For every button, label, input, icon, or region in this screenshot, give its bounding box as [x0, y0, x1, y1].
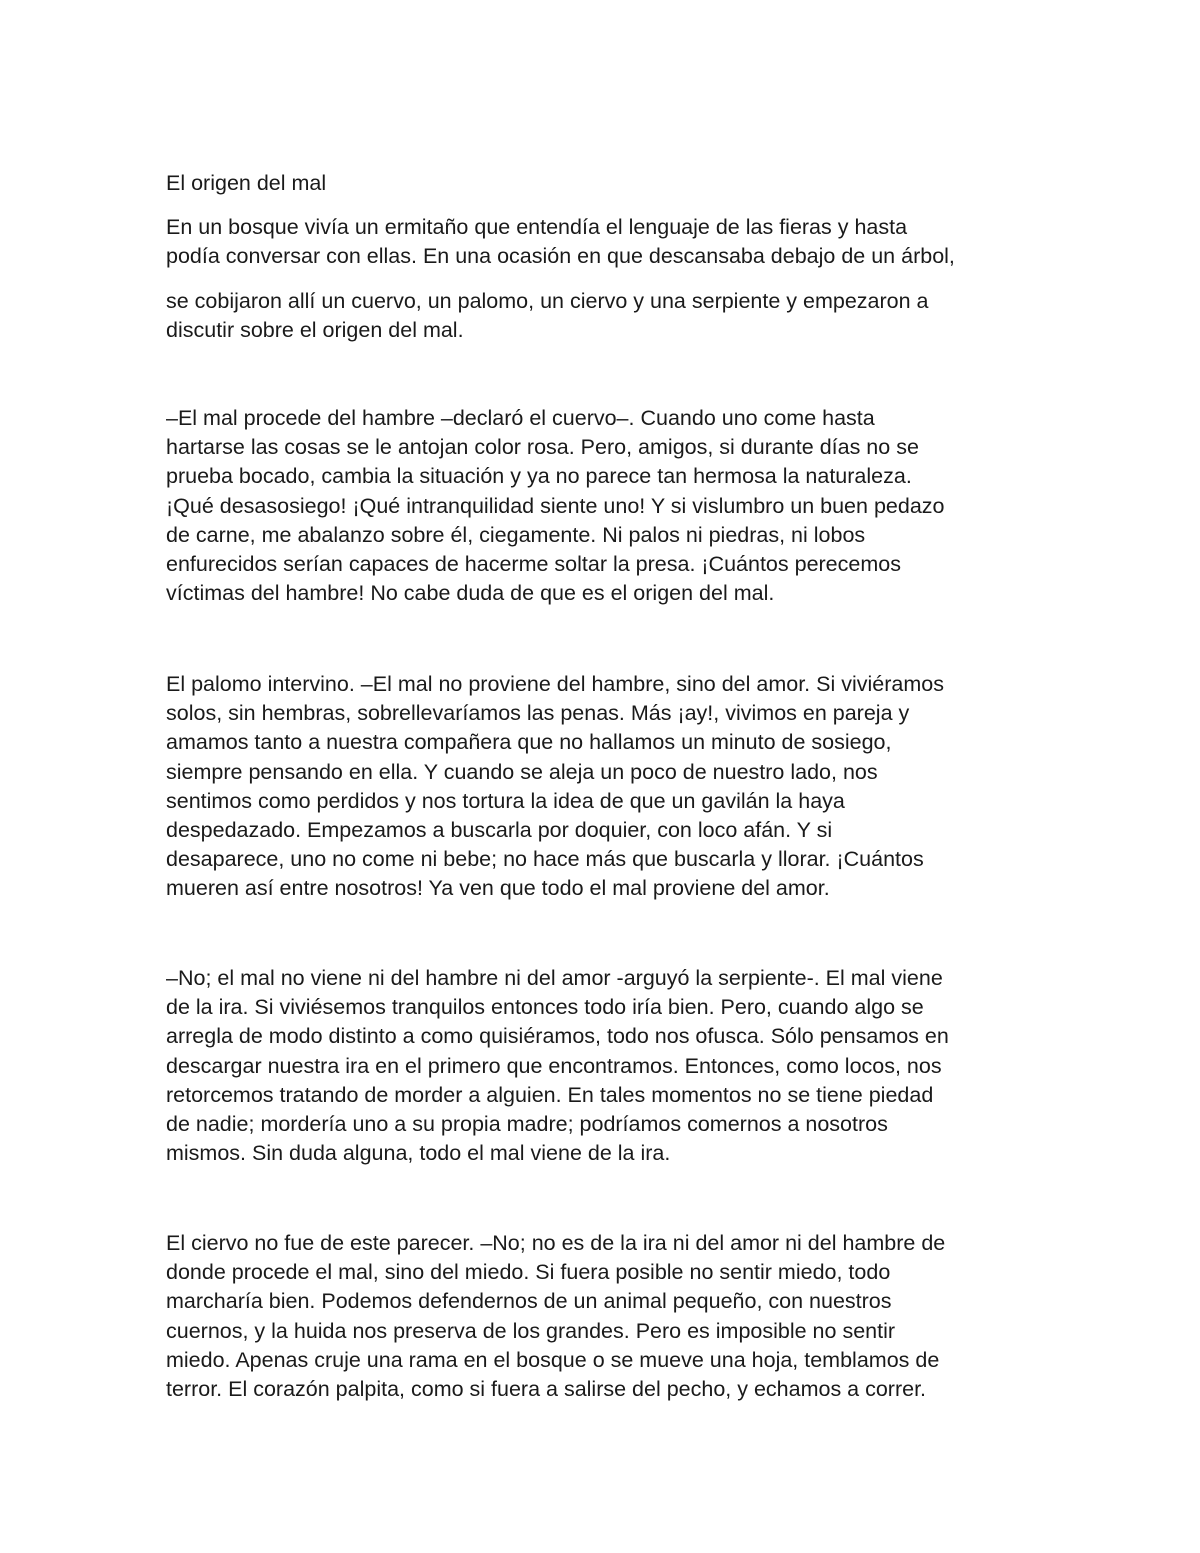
paragraph-line: marcharía bien. Podemos defendernos de un animal pequeño, con nuestros	[166, 1289, 892, 1314]
paragraph-line: siempre pensando en ella. Y cuando se aleja un poco de nuestro lado, nos	[166, 759, 878, 784]
paragraph-line: mismos. Sin duda alguna, todo el mal viene de la ira.	[166, 1141, 671, 1166]
paragraph-line: discutir sobre el origen del mal.	[166, 318, 464, 343]
paragraph-line: cuernos, y la huida nos preserva de los grandes. Pero es imposible no sentir	[166, 1318, 896, 1343]
paragraph-line: En un bosque vivía un ermitaño que entendía el lenguaje de las fieras y hasta	[166, 215, 908, 239]
paragraph-6	[166, 1229, 1046, 1404]
paragraph-2	[166, 287, 1046, 345]
paragraph-line: El ciervo no fue de este parecer. –No; no es de la ira ni del amor ni del hambre de	[166, 1231, 946, 1255]
paragraph-4	[166, 670, 1046, 904]
paragraph-line: arregla de modo distinto a como quisiéramos, todo nos ofusca. Sólo pensamos en	[166, 1024, 949, 1049]
paragraph-line: –El mal procede del hambre –declaró el cuervo–. Cuando uno come hasta	[166, 406, 875, 430]
paragraph-3	[166, 404, 1046, 608]
paragraph-line: sentimos como perdidos y nos tortura la idea de que un gavilán la haya	[166, 788, 845, 813]
paragraph-line: miedo. Apenas cruje una rama en el bosque o se mueve una hoja, temblamos de	[166, 1347, 940, 1372]
paragraph-5	[166, 964, 1046, 1168]
paragraph-line: de la ira. Si viviésemos tranquilos entonces todo iría bien. Pero, cuando algo se	[166, 995, 924, 1020]
paragraph-line: víctimas del hambre! No cabe duda de que es el origen del mal.	[166, 581, 775, 606]
paragraph-line: de carne, me abalanzo sobre él, ciegamente. Ni palos ni piedras, ni lobos	[166, 522, 866, 547]
paragraph-line: donde procede el mal, sino del miedo. Si fuera posible no sentir miedo, todo	[166, 1260, 891, 1285]
paragraph-line: enfurecidos serían capaces de hacerme soltar la presa. ¡Cuántos perecemos	[166, 552, 901, 577]
paragraph-line: mueren así entre nosotros! Ya ven que todo el mal proviene del amor.	[166, 876, 830, 901]
paragraph-line: descargar nuestra ira en el primero que encontramos. Entonces, como locos, nos	[166, 1053, 942, 1078]
document-title	[166, 169, 1046, 198]
paragraph-line: –No; el mal no viene ni del hambre ni del amor -arguyó la serpiente-. El mal viene	[166, 966, 943, 990]
paragraph-line: El palomo intervino. –El mal no proviene del hambre, sino del amor. Si viviéramos	[166, 672, 944, 696]
paragraph-line: ¡Qué desasosiego! ¡Qué intranquilidad siente uno! Y si vislumbro un buen pedazo	[166, 493, 945, 518]
paragraph-line: hartarse las cosas se le antojan color rosa. Pero, amigos, si durante días no se	[166, 435, 919, 460]
title-line: El origen del mal	[166, 171, 327, 195]
paragraph-line: se cobijaron allí un cuervo, un palomo, un ciervo y una serpiente y empezaron a	[166, 289, 929, 313]
paragraph-1	[166, 213, 1046, 271]
paragraph-line: retorcemos tratando de morder a alguien. En tales momentos no se tiene piedad	[166, 1082, 934, 1107]
paragraph-line: amamos tanto a nuestra compañera que no hallamos un minuto de sosiego,	[166, 730, 892, 755]
paragraph-line: solos, sin hembras, sobrellevaríamos las penas. Más ¡ay!, vivimos en pareja y	[166, 701, 910, 726]
paragraph-line: de nadie; mordería uno a su propia madre; podríamos comernos a nosotros	[166, 1112, 888, 1137]
paragraph-line: despedazado. Empezamos a buscarla por doquier, con loco afán. Y si	[166, 818, 833, 843]
paragraph-line: prueba bocado, cambia la situación y ya no parece tan hermosa la naturaleza.	[166, 464, 912, 489]
paragraph-line: terror. El corazón palpita, como si fuera a salirse del pecho, y echamos a correr.	[166, 1377, 927, 1402]
paragraph-line: desaparece, uno no come ni bebe; no hace más que buscarla y llorar. ¡Cuántos	[166, 847, 924, 872]
paragraph-line: podía conversar con ellas. En una ocasión en que descansaba debajo de un árbol,	[166, 244, 955, 269]
